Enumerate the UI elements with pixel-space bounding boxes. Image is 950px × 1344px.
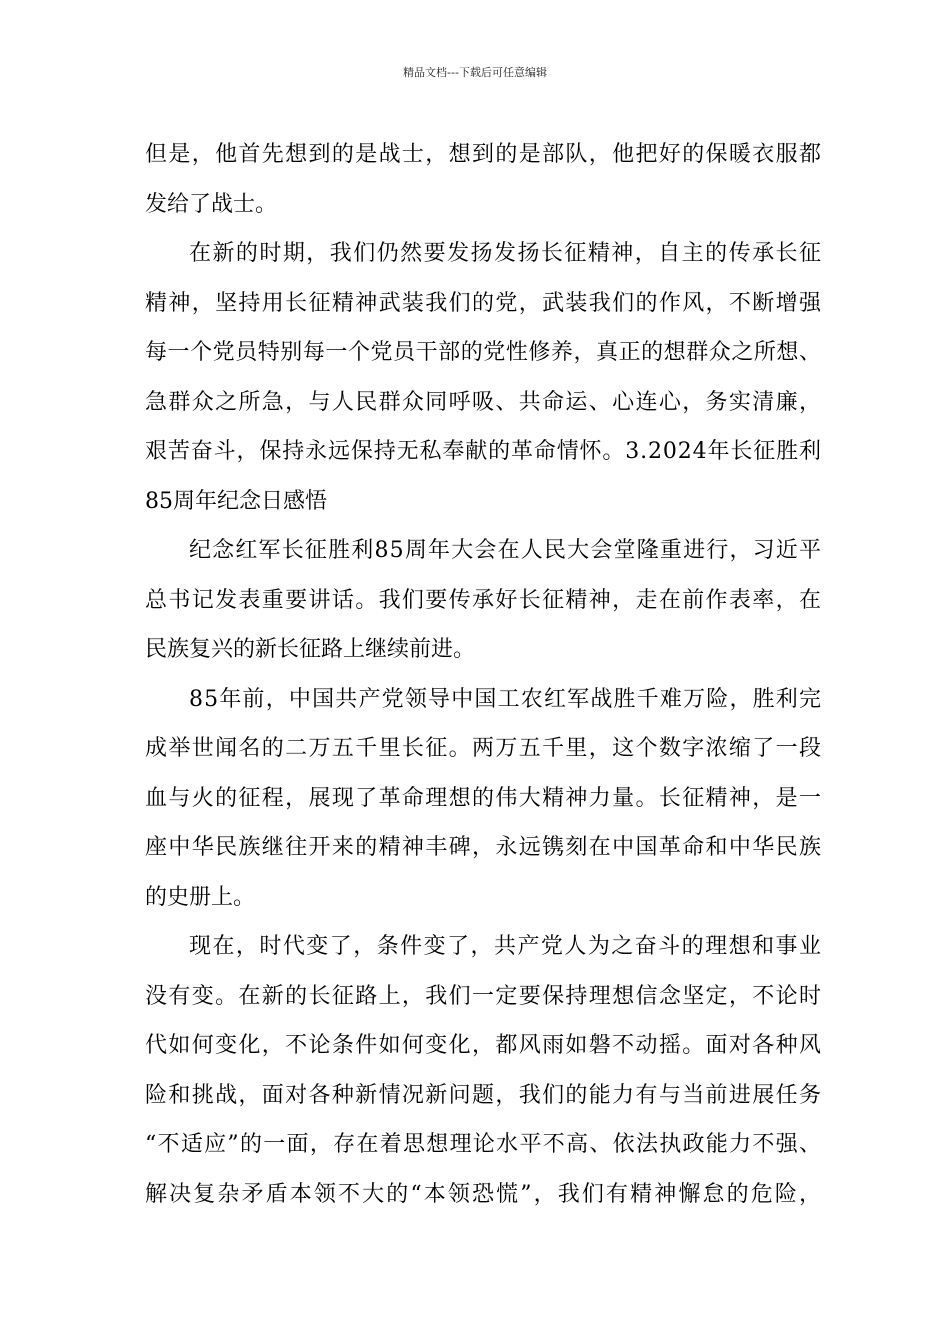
text-line: 85年前，中国共产党领导中国工农红军战胜千难万险，胜利完: [189, 686, 823, 712]
text-line: 总书记发表重要讲话。我们要传承好长征精神，走在前作表率，在: [145, 587, 823, 613]
text-line: 但是，他首先想到的是战士，想到的是部队，他把好的保暖衣服都: [145, 142, 823, 167]
text-line: 成举世闻名的二万五千里长征。两万五千里，这个数字浓缩了一段: [145, 736, 823, 761]
text-line: “不适应”的一面，存在着思想理论水平不高、依法执政能力不强、: [145, 1132, 823, 1157]
text-line: 精神，坚持用长征精神武装我们的党，武装我们的作风，不断增强: [145, 290, 823, 316]
text-line: 血与火的征程，展现了革命理想的伟大精神力量。长征精神，是一: [145, 785, 823, 811]
text-line: 座中华民族继往开来的精神丰碑，永远镌刻在中国革命和中华民族: [145, 835, 823, 860]
page-header: 精品文档---下载后可任意编辑: [403, 66, 547, 79]
document-body: [145, 130, 824, 1219]
text-line: 没有变。在新的长征路上，我们一定要保持理想信念坚定，不论时: [145, 983, 823, 1009]
text-line: 纪念红军长征胜利85周年大会在人民大会堂隆重进行，习近平: [189, 538, 823, 563]
text-line: 艰苦奋斗，保持永远保持无私奉献的革命情怀。3.2024年长征胜利: [145, 439, 822, 464]
text-line: 险和挑战，面对各种新情况新问题，我们的能力有与当前进展任务: [145, 1082, 823, 1108]
text-line: 民族复兴的新长征路上继续前进。: [145, 637, 476, 662]
text-line: 每一个党员特别每一个党员干部的党性修养，真正的想群众之所想、: [145, 340, 822, 365]
text-line: 急群众之所急，与人民群众同呼吸、共命运、心连心，务实清廉，: [145, 389, 823, 415]
text-line: 发给了战士。: [145, 191, 278, 217]
text-line: 在新的时期，我们仍然要发扬发扬长征精神，自主的传承长征: [189, 241, 823, 266]
text-line: 现在，时代变了，条件变了，共产党人为之奋斗的理想和事业: [189, 934, 823, 959]
text-line: 的史册上。: [145, 884, 256, 910]
text-line: 解决复杂矛盾本领不大的“本领恐慌”，我们有精神懈怠的危险，: [145, 1181, 824, 1207]
text-line: 85周年纪念日感悟: [145, 488, 327, 514]
text-line: 代如何变化，不论条件如何变化，都风雨如磐不动摇。面对各种风: [145, 1033, 823, 1058]
